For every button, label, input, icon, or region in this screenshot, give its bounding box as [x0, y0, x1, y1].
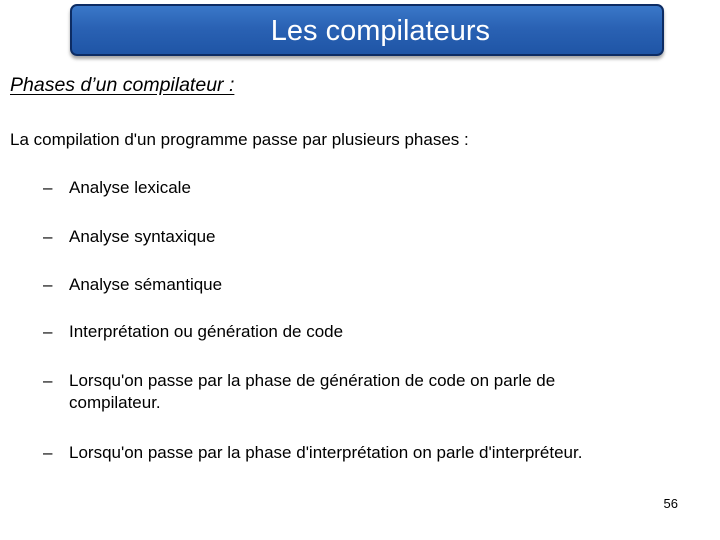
list-item [43, 274, 703, 296]
list-item-text: Analyse sémantique [69, 275, 223, 294]
list-item [43, 321, 703, 343]
list-item-text: Analyse lexicale [69, 178, 191, 197]
list-item-text: Lorsqu'on passe par la phase de génération de code on parle de compilateur. [69, 371, 556, 412]
bullet-dash: – [43, 371, 53, 390]
list-item-text: Interprétation ou génération de code [69, 322, 344, 341]
page-number: 56 [663, 496, 678, 511]
list-item [43, 177, 703, 199]
bullet-dash: – [43, 275, 53, 294]
bullet-dash: – [43, 227, 53, 246]
bullet-dash: – [43, 443, 53, 462]
slide-title: Les compilateurs [270, 15, 490, 47]
list-item [43, 442, 703, 464]
list-item [43, 226, 703, 248]
intro-text: La compilation d'un programme passe par plusieurs phases : [10, 130, 469, 149]
section-subtitle: Phases d’un compilateur : [10, 74, 235, 96]
list-item [43, 370, 643, 414]
bullet-dash: – [43, 322, 53, 341]
list-item-text: Lorsqu'on passe par la phase d'interprétation on parle d'interpréteur. [69, 443, 583, 462]
list-item-text: Analyse syntaxique [69, 227, 216, 246]
bullet-dash: – [43, 178, 53, 197]
title-banner [70, 4, 664, 56]
